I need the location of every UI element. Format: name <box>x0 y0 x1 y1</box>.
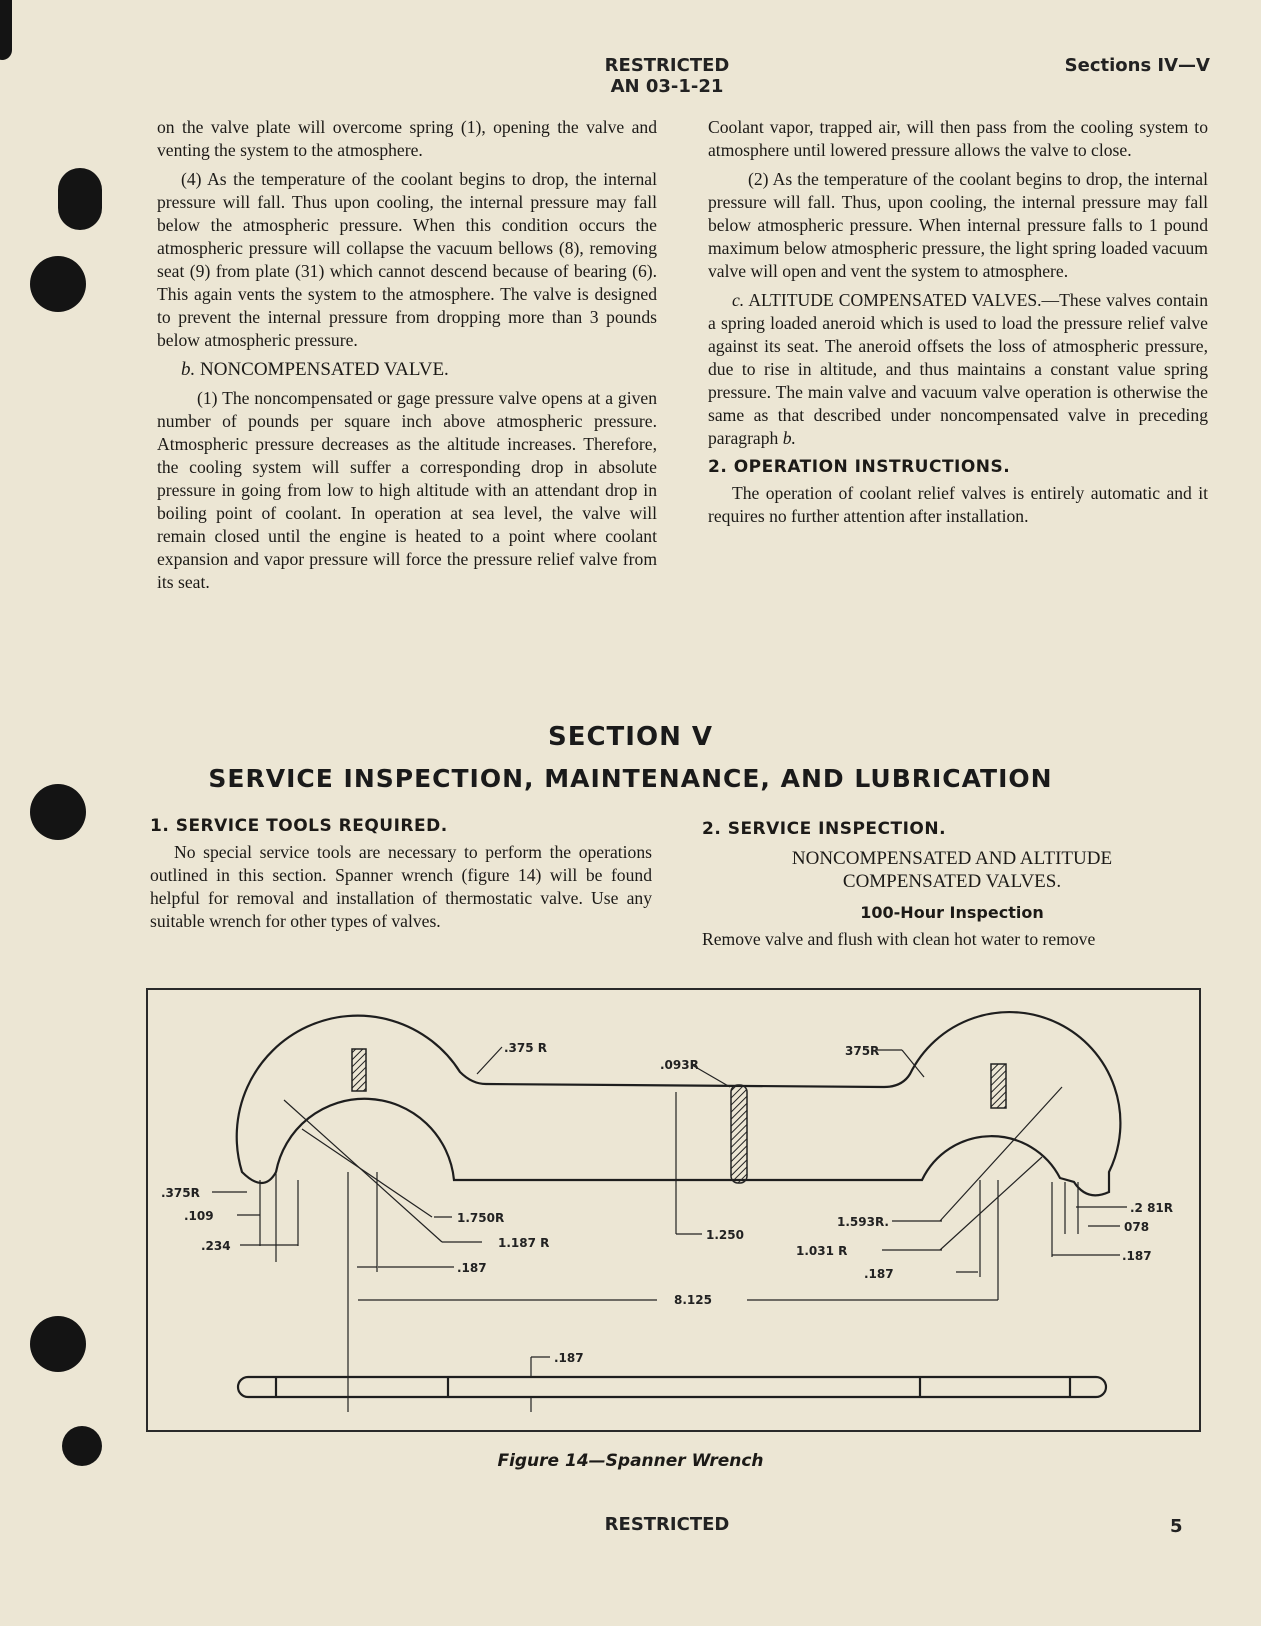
binder-hole <box>30 256 86 312</box>
paragraph-altitude-compensated <box>708 289 1208 450</box>
service-inspection-block <box>702 818 1202 951</box>
restricted-label: RESTRICTED <box>604 55 730 76</box>
dim-label: .375R <box>161 1186 200 1200</box>
document-number: AN 03-1-21 <box>610 76 724 97</box>
dim-label: .375 R <box>504 1041 548 1055</box>
dim-label: .2 81R <box>1130 1201 1174 1215</box>
figure-frame <box>146 988 1201 1432</box>
section-title: SECTION V <box>547 722 713 752</box>
dim-label: .109 <box>184 1209 214 1223</box>
right-column <box>708 116 1208 528</box>
valves-subheading-line2: COMPENSATED VALVES. <box>842 871 1062 892</box>
operation-instructions-heading: 2. OPERATION INSTRUCTIONS. <box>708 457 1011 477</box>
figure-caption: Figure 14—Spanner Wrench <box>497 1451 764 1471</box>
paragraph: (2) As the temperature of the coolant begins to drop, the internal pressure will fall. Thus, upon cooling, the internal pressure may fall below atmospheric pressure. When internal pressure falls to 1 pound maximum below atmospheric pressure, the light spring loaded vacuum valve will open and vent the system to atmosphere. <box>708 169 1208 281</box>
dim-label: .187 <box>864 1267 894 1281</box>
dim-label: 1.250 <box>706 1228 744 1242</box>
paragraph: (1) The noncompensated or gage pressure valve opens at a given number of pounds per square inch above atmospheric pressure. Atmospheric pressure decreases as the altitude increases. Therefore, the cooling system will suffer a corresponding drop in absolute pressure in going from low to high altitude with an attendant drop in boiling point of coolant. In operation at sea level, the valve will remain closed until the engine is heated to a point where coolant expansion and vapor pressure will force the pressure relief valve from its seat. <box>157 388 657 592</box>
wrench-edge-view <box>238 1377 1106 1397</box>
service-tools-block <box>150 815 652 933</box>
section-hatch <box>352 1049 366 1091</box>
dim-label: .187 <box>554 1351 584 1365</box>
dim-label: 1.031 R <box>796 1244 848 1258</box>
dim-label: 1.187 R <box>498 1236 550 1250</box>
section-hatch <box>731 1085 747 1183</box>
service-inspection-heading: 2. SERVICE INSPECTION. <box>702 819 947 839</box>
subheading-text: NONCOMPENSATED VALVE. <box>195 359 449 380</box>
dim-label: 1.750R <box>457 1211 505 1225</box>
paragraph: No special service tools are necessary to perform the operations outlined in this section. Spanner wrench (figure 14) will be found helpful for removal and installation of thermostatic valve. Use any suitable wrench for other types of valves. <box>150 842 652 931</box>
restricted-footer: RESTRICTED <box>604 1514 730 1535</box>
paragraph-letter: c. <box>732 290 745 310</box>
binder-hole <box>0 0 12 60</box>
subheading-letter: b. <box>181 359 196 380</box>
section-hatch <box>991 1064 1006 1108</box>
dim-label: 078 <box>1124 1220 1150 1234</box>
paragraph: The operation of coolant relief valves is entirely automatic and it requires no further attention after installation. <box>708 483 1208 526</box>
sections-label: Sections IV—V <box>1064 55 1210 76</box>
left-column <box>157 116 657 594</box>
section-subtitle: SERVICE INSPECTION, MAINTENANCE, AND LUBRICATION <box>208 764 1053 793</box>
paragraph: (4) As the temperature of the coolant begins to drop, the internal pressure will fall. Thus upon cooling, the internal pressure may fall below the atmospheric pressure. When this condition occurs the atmospheric pressure will collapse the vacuum bellows (8), removing seat (9) from plate (31) which cannot descend because of bearing (6). This again vents the system to the atmosphere. The valve is designed to prevent the internal pressure from dropping more than 3 pounds below atmospheric pressure. <box>157 169 657 350</box>
paragraph-text: ALTITUDE COMPENSATED VALVES.—These valves contain a spring loaded aneroid which is used to load the pressure relief valve against its seat. The aneroid offsets the loss of atmospheric pressure, due to rise in altitude, and thus maintains a constant value spring pressure. The main valve and vacuum valve operation is otherwise the same as that described under noncompensated valve in preceding paragraph <box>708 290 1208 448</box>
restricted-header <box>560 55 774 97</box>
paragraph: Coolant vapor, trapped air, will then pass from the cooling system to atmosphere until lowered pressure allows the valve to close. <box>708 117 1208 160</box>
dim-label: 375R <box>845 1044 880 1058</box>
dim-label: .234 <box>201 1239 231 1253</box>
dim-label: .187 <box>1122 1249 1152 1263</box>
spanner-wrench-drawing <box>148 990 1199 1430</box>
binder-hole <box>30 1316 86 1372</box>
subheading-noncompensated <box>157 358 657 381</box>
valves-subheading-line1: NONCOMPENSATED AND ALTITUDE <box>791 848 1113 869</box>
page-number: 5 <box>1170 1516 1183 1537</box>
paragraph: on the valve plate will overcome spring (1), opening the valve and venting the system to the atmosphere. <box>157 117 657 160</box>
dim-label: .093R <box>660 1058 699 1072</box>
paragraph-reference: b. <box>782 428 796 448</box>
inspection-heading: 100-Hour Inspection <box>860 903 1044 922</box>
dim-label: 8.125 <box>674 1293 712 1307</box>
dim-label: 1.593R. <box>837 1215 889 1229</box>
dim-label: .187 <box>457 1261 487 1275</box>
paragraph: Remove valve and flush with clean hot water to remove <box>702 929 1096 949</box>
binder-hole <box>58 168 102 230</box>
service-tools-heading: 1. SERVICE TOOLS REQUIRED. <box>150 816 448 836</box>
